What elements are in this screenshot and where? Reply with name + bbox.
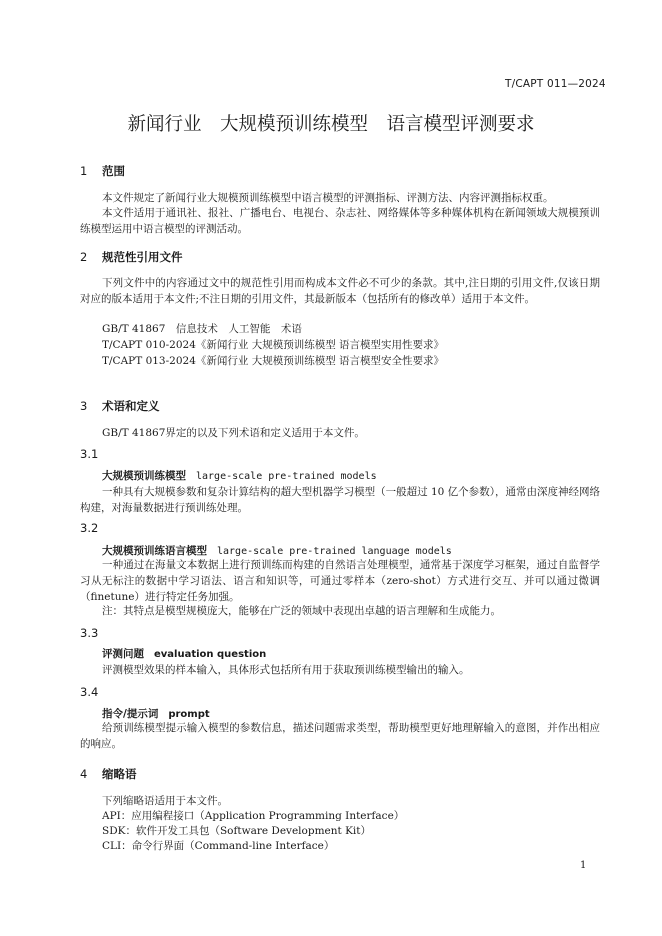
term-3-2-definition: 一种通过在海量文本数据上进行预训练而构建的自然语言处理模型，通常基于深度学习框架，通过自监督学习从无标注的数据中学习语法、语言和知识等，可通过零样本（zero-shot）方式进行交互、并可以通过微调（finetune）进行特定任务加强。 xyxy=(80,559,600,603)
abbreviation-item: SDK：软件开发工具包（Software Development Kit） xyxy=(102,825,371,837)
term-3-2: 大规模预训练语言模型 large-scale pre-trained language models xyxy=(102,545,452,557)
term-3-3: 评测问题 evaluation question xyxy=(102,648,267,660)
section-1-paragraph-1: 本文件规定了新闻行业大规模预训练模型中语言模型的评测指标、评测方法、内容评测指标权重。 xyxy=(102,192,554,204)
section-4-heading: 4 缩略语 xyxy=(80,767,137,781)
term-3-4-definition: 给预训练模型提示输入模型的参数信息，描述问题需求类型，帮助模型更好地理解输入的意图，并作出相应的响应。 xyxy=(80,722,600,750)
reference-item: T/CAPT 013-2024《新闻行业 大规模预训练模型 语言模型安全性要求》 xyxy=(102,355,445,367)
section-3-heading: 3 术语和定义 xyxy=(80,399,160,413)
term-3-3-definition: 评测模型效果的样本输入，具体形式包括所有用于获取预训练模型输出的输入。 xyxy=(102,664,470,676)
term-3-1: 大规模预训练模型 large-scale pre-trained models xyxy=(102,470,377,482)
term-3-2-note: 注：其特点是模型规模庞大，能够在广泛的领域中表现出卓越的语言理解和生成能力。 xyxy=(102,605,501,617)
term-3-4: 指令/提示词 prompt xyxy=(102,708,210,720)
abbreviation-item: CLI：命令行界面（Command-line Interface） xyxy=(102,840,335,852)
term-3-3-number: 3.3 xyxy=(80,626,99,640)
section-2-heading: 2 规范性引用文件 xyxy=(80,250,183,264)
reference-item: T/CAPT 010-2024《新闻行业 大规模预训练模型 语言模型实用性要求》 xyxy=(102,339,445,351)
section-4-intro: 下列缩略语适用于本文件。 xyxy=(102,795,228,807)
document-title: 新闻行业 大规模预训练模型 语言模型评测要求 xyxy=(127,114,535,135)
section-1-heading: 1 范围 xyxy=(80,164,125,178)
term-3-2-number: 3.2 xyxy=(80,521,99,535)
section-1-paragraph-2: 本文件适用于通讯社、报社、广播电台、电视台、杂志社、网络媒体等多种媒体机构在新闻领域大规模预训练模型运用中语言模型的评测活动。 xyxy=(80,207,600,235)
abbreviation-item: API：应用编程接口（Application Programming Interface） xyxy=(102,810,405,822)
reference-item: GB/T 41867 信息技术 人工智能 术语 xyxy=(102,323,302,335)
document-code: T/CAPT 011—2024 xyxy=(505,78,606,90)
term-3-4-number: 3.4 xyxy=(80,685,99,699)
term-3-1-number: 3.1 xyxy=(80,447,99,461)
section-3-intro: GB/T 41867界定的以及下列术语和定义适用于本文件。 xyxy=(102,427,365,439)
section-2-paragraph-1: 下列文件中的内容通过文中的规范性引用而构成本文件必不可少的条款。其中,注日期的引用文件,仅该日期对应的版本适用于本文件;不注日期的引用文件，其最新版本（包括所有的修改单）适用于本文件。 xyxy=(80,277,600,305)
term-3-1-definition: 一种具有大规模参数和复杂计算结构的超大型机器学习模型（一般超过 10 亿个参数），通常由深度神经网络构建，对海量数据进行预训练处理。 xyxy=(80,486,600,514)
page-number: 1 xyxy=(580,860,587,871)
